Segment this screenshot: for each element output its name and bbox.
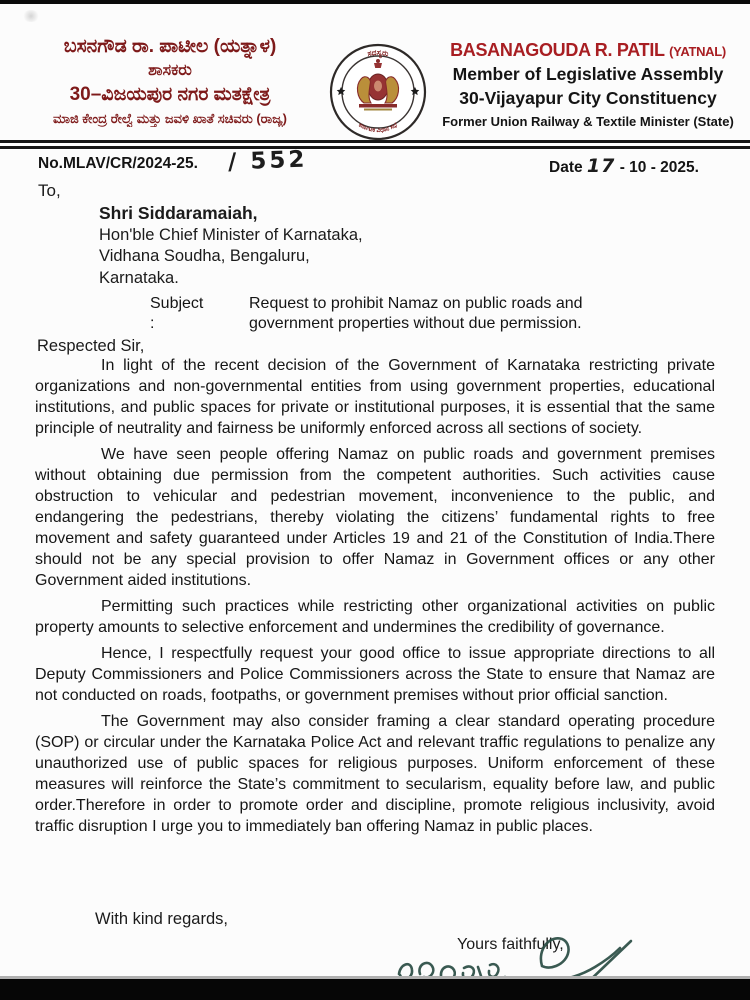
subject-text: Request to prohibit Namaz on public roads and government properties without due permission. bbox=[249, 295, 583, 332]
former-minister-kannada: ಮಾಜಿ ಕೇಂದ್ರ ರೇಲ್ವೆ ಮತ್ತು ಜವಳಿ ಖಾತೆ ಸಚಿವರು (ರಾಜ್ಯ) bbox=[53, 111, 287, 126]
reference-number-handwritten: / 552 bbox=[227, 146, 308, 176]
government-seal-icon bbox=[328, 42, 428, 142]
paragraph-3: Permitting such practices while restricting other organizational activities on public property amounts to selective enforcement and undermines the credibility of governance. bbox=[35, 598, 715, 636]
addressee-address-2: Karnataka. bbox=[99, 268, 179, 287]
mla-title-kannada: ಶಾಸಕರು bbox=[148, 62, 192, 79]
paragraph-2: We have seen people offering Namaz on public roads and government premises without obtaining due permission from the competent authorities. Such activities cause obstruction to vehicular and pedestrian movement, inconvenience to the public, and endangering the pedestrians, thereby violating the citizens’ fundamental rights to free movement and safety guaranteed under Articles 19 and 21 of the Constitution of India.There should not be any special provision to offer Namaz in Government offices or any other Government aided institutions. bbox=[35, 446, 715, 589]
date-label: Date bbox=[549, 159, 583, 176]
mla-name-english bbox=[432, 40, 744, 61]
addressee-designation: Hon'ble Chief Minister of Karnataka, bbox=[99, 225, 363, 244]
addressee-to: To, bbox=[38, 181, 61, 200]
karnataka-emblem-seal bbox=[328, 42, 428, 142]
mla-name-kannada: ಬಸನಗೌಡ ರಾ. ಪಾಟೀಲ (ಯತ್ನಾಳ) bbox=[63, 36, 277, 57]
date-day-handwritten: 17 bbox=[586, 155, 616, 177]
former-minister-english: Former Union Railway & Textile Minister (State) bbox=[442, 114, 734, 129]
addressee-block bbox=[99, 203, 363, 289]
salutation: Respected Sir, bbox=[37, 337, 145, 355]
scan-smudge bbox=[22, 10, 40, 22]
reference-number-label: No.MLAV/CR/2024-25. bbox=[38, 155, 198, 172]
paragraph-5: The Government may also consider framing a clear standard operating procedure (SOP) or circular under the Karnataka Police Act and relevant traffic regulations to penalize any unauthorized use of public spaces for religious purposes. Uniform enforcement of these measures will reinforce the State’s commitment to secularism, equality before law, and public order.Therefore in order to promote order and discipline, promote religious inclusivity, avoid traffic disruption I urge you to immediately ban offering Namaz in public places. bbox=[35, 713, 715, 835]
header-divider bbox=[0, 140, 750, 149]
paragraph-4: Hence, I respectfully request your good office to issue appropriate directions to all Deputy Commissioners and Police Commissioners across the State to ensure that Namaz are not conducted on roads, footpaths, or government premises without prior official sanction. bbox=[35, 645, 715, 704]
date-line bbox=[549, 155, 699, 177]
mla-name-suffix: (YATNAL) bbox=[669, 44, 726, 59]
scan-top-edge bbox=[0, 0, 750, 4]
mla-name: BASANAGOUDA R. PATIL bbox=[450, 40, 665, 60]
closing-regards: With kind regards, bbox=[95, 910, 228, 928]
letter-body bbox=[35, 355, 715, 842]
constituency-kannada: 30–ವಿಜಯಪುರ ನಗರ ಮತಕ್ಷೇತ್ರ bbox=[69, 84, 271, 105]
mla-title-english: Member of Legislative Assembly bbox=[452, 64, 724, 84]
letterhead-english bbox=[432, 40, 744, 129]
paragraph-1: In light of the recent decision of the Government of Karnataka restricting private organizations and non-governmental entities from using government properties, educational institutions, and public spaces for private or institutional purposes, it is essential that the same principle of neutrality and fairness be uniformly enforced across all sections of society. bbox=[35, 357, 715, 437]
date-rest: - 10 - 2025. bbox=[619, 159, 699, 176]
scan-bottom-edge bbox=[0, 979, 750, 1000]
addressee-name: Shri Siddaramaiah, bbox=[99, 203, 258, 223]
letterhead-kannada bbox=[14, 36, 326, 127]
sign-off: Yours faithfully, bbox=[457, 936, 564, 953]
addressee-address-1: Vidhana Soudha, Bengaluru, bbox=[99, 247, 310, 265]
constituency-english: 30-Vijayapur City Constituency bbox=[459, 88, 717, 108]
seal-bottom-text: ಕರ್ನಾಟಕ ವಿಧಾನ ಸಭೆ bbox=[357, 122, 399, 135]
seal-top-text: ಸದಸ್ಯರು bbox=[366, 47, 390, 59]
subject-label: Subject : bbox=[150, 295, 204, 332]
